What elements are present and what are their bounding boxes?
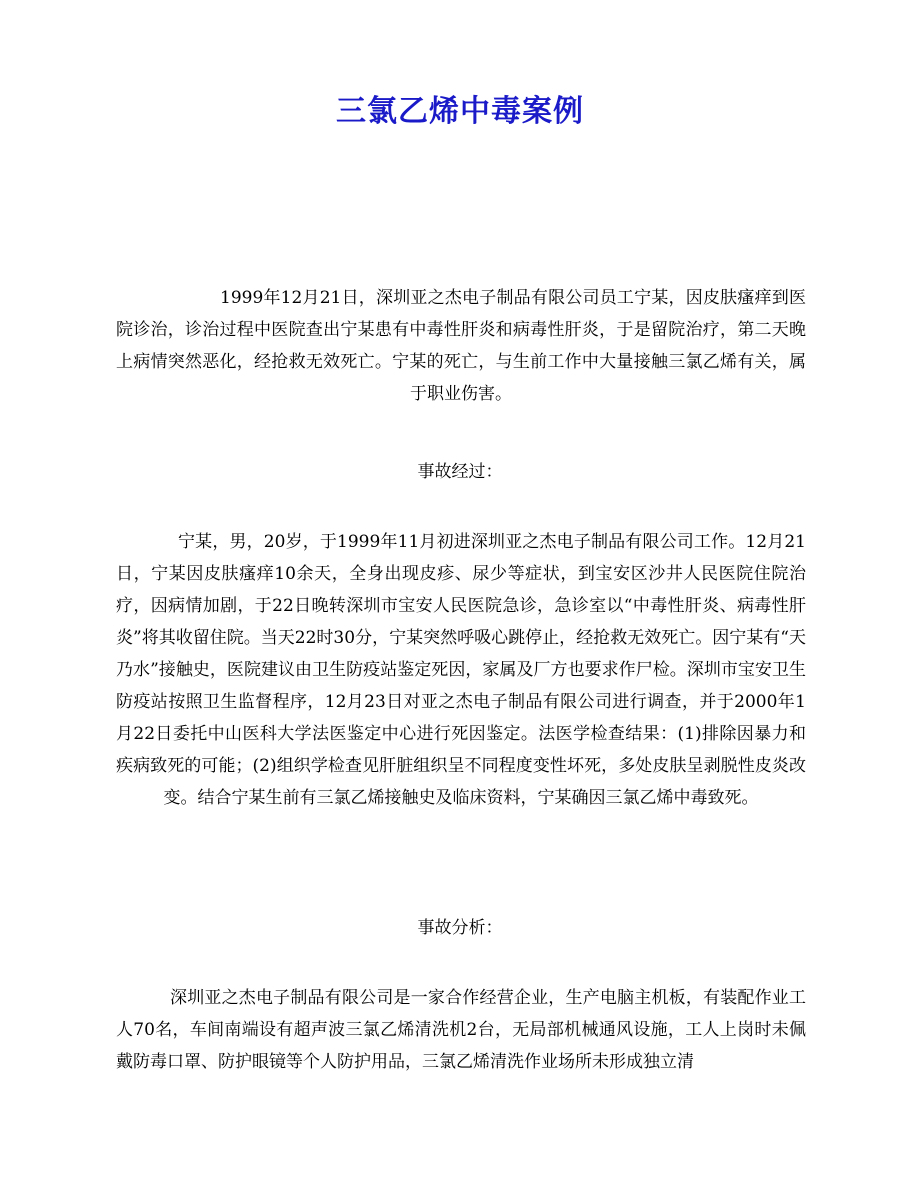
accident-process-paragraph: 宁某，男，20岁，于1999年11月初进深圳亚之杰电子制品有限公司工作。12月21日，宁某因皮肤瘙痒10余天，全身出现皮疹、尿少等症状，到宝安区沙井人民医院住院治疗，因病情加剧，于22日晚转深圳市宝安人民医院急诊，急诊室以“中毒性肝炎、病毒性肝炎”将其收留住院。当天22时30分，宁某突然呼吸心跳停止，经抢救无效死亡。因宁某有“天乃水”接触史，医院建议由卫生防疫站鉴定死因，家属及厂方也要求作尸检。深圳市宝安卫生防疫站按照卫生监督程序，12月23日对亚之杰电子制品有限公司进行调查，并于2000年1月22日委托中山医科大学法医鉴定中心进行死因鉴定。法医学检查结果：(1)排除因暴力和疾病致死的可能；(2)组织学检查见肝脏组织呈不同程度变性坏死，多处皮肤呈剥脱性皮炎改变。结合宁某生前有三氯乙烯接触史及临床资料，宁某确因三氯乙烯中毒致死。	[116, 532, 806, 808]
section-heading-accident-process: 事故经过：	[417, 462, 503, 482]
intro-paragraph: 1999年12月21日，深圳亚之杰电子制品有限公司员工宁某，因皮肤瘙痒到医院诊治，诊治过程中医院查出宁某患有中毒性肝炎和病毒性肝炎，于是留院治疗，第二天晚上病情突然恶化，经抢救无效死亡。宁某的死亡，与生前工作中大量接触三氯乙烯有关，属于职业伤害。	[116, 288, 806, 404]
section-heading-accident-analysis: 事故分析：	[417, 918, 503, 938]
accident-analysis-paragraph: 深圳亚之杰电子制品有限公司是一家合作经营企业，生产电脑主机板，有装配作业工人70名，车间南端设有超声波三氯乙烯清洗机2台，无局部机械通风设施，工人上岗时未佩戴防毒口罩、防护眼镜等个人防护用品，三氯乙烯清洗作业场所未形成独立清	[116, 988, 806, 1072]
document-title: 三氯乙烯中毒案例	[336, 94, 584, 129]
